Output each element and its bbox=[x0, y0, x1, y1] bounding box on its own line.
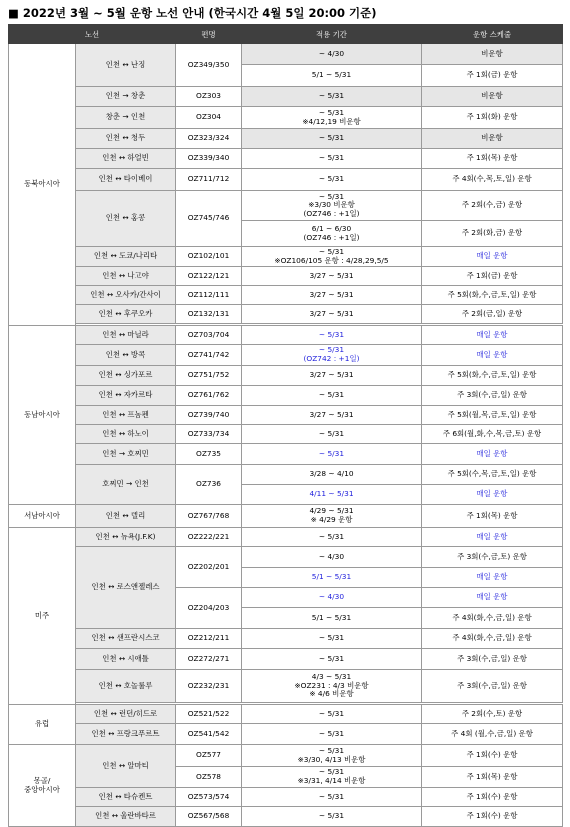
flight-cell: OZ132/131 bbox=[176, 305, 242, 324]
flight-cell: OZ304 bbox=[176, 107, 242, 129]
period-cell: ~ 5/31 (OZ742 : +1일) bbox=[242, 345, 422, 366]
route-cell: 인천 ↔ 싱가포르 bbox=[76, 366, 176, 386]
table-row bbox=[9, 149, 563, 169]
route-cell: 인천 ↔ 하얼빈 bbox=[76, 149, 176, 169]
table-row bbox=[9, 345, 563, 366]
flight-cell: OZ567/568 bbox=[176, 807, 242, 827]
schedule-cell: 주 1회(금) 운항 bbox=[422, 65, 563, 87]
route-cell: 인천 ↔ 델리 bbox=[76, 505, 176, 528]
schedule-cell: 비운항 bbox=[422, 44, 563, 65]
route-cell: 호찌민 → 인천 bbox=[76, 465, 176, 505]
route-cell: 인천 ↔ 나고야 bbox=[76, 267, 176, 286]
flight-cell: OZ272/271 bbox=[176, 649, 242, 670]
period-cell: ~ 5/31 bbox=[242, 807, 422, 827]
period-cell: ~ 5/31 bbox=[242, 788, 422, 807]
schedule-cell: 매일 운항 bbox=[422, 345, 563, 366]
period-cell: ~ 5/31 ※OZ106/105 운항 : 4/28,29,5/5 bbox=[242, 247, 422, 267]
table-row bbox=[9, 87, 563, 107]
schedule-cell: 주 3회(수,금,토) 운항 bbox=[422, 547, 563, 568]
schedule-cell: 주 5회(수,목,금,토,일) 운항 bbox=[422, 465, 563, 485]
table-row bbox=[9, 547, 563, 568]
schedule-cell: 주 4회(수,목,토,일) 운항 bbox=[422, 169, 563, 191]
period-cell: ~ 5/31 ※3/30, 4/13 비운항 bbox=[242, 745, 422, 767]
period-cell: ~ 5/31 bbox=[242, 425, 422, 444]
period-cell: 4/3 ~ 5/31 ※OZ231 : 4/3 비운항 ※ 4/6 비운항 bbox=[242, 670, 422, 703]
schedule-cell: 매일 운항 bbox=[422, 444, 563, 465]
period-cell: ~ 5/31 bbox=[242, 705, 422, 724]
schedule-cell: 주 1회(수) 운항 bbox=[422, 745, 563, 767]
schedule-cell: 주 4회(화,수,금,일) 운항 bbox=[422, 608, 563, 629]
table-row bbox=[9, 305, 563, 324]
flight-cell: OZ222/221 bbox=[176, 528, 242, 547]
schedule-cell: 매일 운항 bbox=[422, 588, 563, 608]
table-row bbox=[9, 406, 563, 425]
schedule-cell: 주 2회(화,금) 운항 bbox=[422, 221, 563, 247]
schedule-cell: 주 5회(화,수,금,토,일) 운항 bbox=[422, 286, 563, 305]
table-row bbox=[9, 44, 563, 65]
schedule-cell: 주 1회(목) 운항 bbox=[422, 767, 563, 788]
period-cell: ~ 5/31 bbox=[242, 444, 422, 465]
table-row bbox=[9, 129, 563, 149]
table-row bbox=[9, 528, 563, 547]
schedule-cell: 주 2회(수,금) 운항 bbox=[422, 191, 563, 221]
region-cell: 서남아시아 bbox=[9, 505, 76, 528]
table-row bbox=[9, 425, 563, 444]
period-cell: 4/29 ~ 5/31 ※ 4/29 운항 bbox=[242, 505, 422, 528]
period-cell: ~ 5/31 bbox=[242, 724, 422, 745]
period-cell: 5/1 ~ 5/31 bbox=[242, 65, 422, 87]
route-cell: 인천 ↔ 마닐라 bbox=[76, 326, 176, 345]
schedule-cell: 매일 운항 bbox=[422, 528, 563, 547]
header-route: 노선 bbox=[9, 25, 176, 44]
schedule-cell: 주 2회(금,일) 운항 bbox=[422, 305, 563, 324]
flight-cell: OZ741/742 bbox=[176, 345, 242, 366]
table-row bbox=[9, 649, 563, 670]
route-cell: 인천 ↔ 타이베이 bbox=[76, 169, 176, 191]
table-row bbox=[9, 724, 563, 745]
region-cell: 미주 bbox=[9, 528, 76, 705]
schedule-cell: 주 3회(수,금,일) 운항 bbox=[422, 649, 563, 670]
header-schedule: 운항 스케줄 bbox=[422, 25, 563, 44]
schedule-cell: 매일 운항 bbox=[422, 326, 563, 345]
schedule-cell: 비운항 bbox=[422, 129, 563, 149]
schedule-cell: 주 5회(화,수,금,토,일) 운항 bbox=[422, 366, 563, 386]
period-cell: ~ 5/31 bbox=[242, 528, 422, 547]
flight-cell: OZ521/522 bbox=[176, 705, 242, 724]
route-cell: 인천 ↔ 알마티 bbox=[76, 745, 176, 788]
table-row bbox=[9, 247, 563, 267]
schedule-cell: 주 1회(화) 운항 bbox=[422, 107, 563, 129]
region-cell: 유럽 bbox=[9, 705, 76, 745]
schedule-cell: 주 5회(월,목,금,토,일) 운항 bbox=[422, 406, 563, 425]
flight-cell: OZ102/101 bbox=[176, 247, 242, 267]
table-row bbox=[9, 326, 563, 345]
route-cell: 인천 ↔ 로스앤젤레스 bbox=[76, 547, 176, 629]
route-cell: 창춘 → 인천 bbox=[76, 107, 176, 129]
route-cell: 인천 ↔ 후쿠오카 bbox=[76, 305, 176, 324]
flight-cell: OZ232/231 bbox=[176, 670, 242, 703]
table-row bbox=[9, 267, 563, 286]
route-cell: 인천 ↔ 자카르타 bbox=[76, 386, 176, 406]
route-cell: 인천 ↔ 프랑크푸르트 bbox=[76, 724, 176, 745]
route-cell: 인천 ↔ 하노이 bbox=[76, 425, 176, 444]
header-period: 적용 기간 bbox=[242, 25, 422, 44]
table-row bbox=[9, 745, 563, 767]
schedule-cell: 매일 운항 bbox=[422, 247, 563, 267]
schedule-cell: 주 6회(월,화,수,목,금,토) 운항 bbox=[422, 425, 563, 444]
route-cell: 인천 → 창춘 bbox=[76, 87, 176, 107]
period-cell: 5/1 ~ 5/31 bbox=[242, 608, 422, 629]
period-cell: 3/27 ~ 5/31 bbox=[242, 305, 422, 324]
flight-cell: OZ339/340 bbox=[176, 149, 242, 169]
table-row bbox=[9, 107, 563, 129]
flight-cell: OZ112/111 bbox=[176, 286, 242, 305]
flight-cell: OZ735 bbox=[176, 444, 242, 465]
route-cell: 인천 ↔ 시애틀 bbox=[76, 649, 176, 670]
flight-cell: OZ733/734 bbox=[176, 425, 242, 444]
period-cell: ~ 5/31 bbox=[242, 87, 422, 107]
flight-cell: OZ761/762 bbox=[176, 386, 242, 406]
route-cell: 인천 ↔ 오사카/간사이 bbox=[76, 286, 176, 305]
schedule-cell: 매일 운항 bbox=[422, 485, 563, 505]
period-cell: ~ 5/31 bbox=[242, 169, 422, 191]
period-cell: ~ 5/31 bbox=[242, 326, 422, 345]
route-cell: 인천 ↔ 방콕 bbox=[76, 345, 176, 366]
route-cell: 인천 ↔ 런던/히드로 bbox=[76, 705, 176, 724]
flight-cell: OZ767/768 bbox=[176, 505, 242, 528]
flight-cell: OZ578 bbox=[176, 767, 242, 788]
route-schedule-table bbox=[8, 24, 563, 827]
region-cell: 몽골/ 중앙아시아 bbox=[9, 745, 76, 827]
route-cell: 인천 ↔ 호놀룰루 bbox=[76, 670, 176, 703]
period-cell: ~ 5/31 ※4/12,19 비운항 bbox=[242, 107, 422, 129]
region-cell: 동남아시아 bbox=[9, 326, 76, 505]
table-row bbox=[9, 465, 563, 485]
schedule-cell: 주 1회(수) 운항 bbox=[422, 788, 563, 807]
flight-cell: OZ573/574 bbox=[176, 788, 242, 807]
period-cell: ~ 5/31 ※3/30 비운항 (OZ746 : +1일) bbox=[242, 191, 422, 221]
table-row bbox=[9, 366, 563, 386]
period-cell: 3/28 ~ 4/10 bbox=[242, 465, 422, 485]
flight-cell: OZ745/746 bbox=[176, 191, 242, 247]
schedule-cell: 주 2회(수,토) 운항 bbox=[422, 705, 563, 724]
period-cell: ~ 5/31 bbox=[242, 386, 422, 406]
period-cell: 6/1 ~ 6/30 (OZ746 : +1일) bbox=[242, 221, 422, 247]
table-row bbox=[9, 505, 563, 528]
period-cell: ~ 4/30 bbox=[242, 44, 422, 65]
flight-cell: OZ349/350 bbox=[176, 44, 242, 87]
header-flight: 편명 bbox=[176, 25, 242, 44]
route-cell: 인천 ↔ 도쿄/나리타 bbox=[76, 247, 176, 267]
flight-cell: OZ212/211 bbox=[176, 629, 242, 649]
schedule-cell: 주 1회(수) 운항 bbox=[422, 807, 563, 827]
table-row bbox=[9, 386, 563, 406]
flight-cell: OZ204/203 bbox=[176, 588, 242, 629]
schedule-cell: 주 1회(목) 운항 bbox=[422, 149, 563, 169]
route-cell: 인천 ↔ 프놈펜 bbox=[76, 406, 176, 425]
period-cell: ~ 4/30 bbox=[242, 547, 422, 568]
flight-cell: OZ202/201 bbox=[176, 547, 242, 588]
period-cell: 5/1 ~ 5/31 bbox=[242, 568, 422, 588]
flight-cell: OZ303 bbox=[176, 87, 242, 107]
table-header-row bbox=[9, 25, 563, 44]
route-cell: 인천 ↔ 뉴욕(J.F.K) bbox=[76, 528, 176, 547]
table-row bbox=[9, 807, 563, 827]
route-cell: 인천 ↔ 청두 bbox=[76, 129, 176, 149]
period-cell: ~ 5/31 bbox=[242, 649, 422, 670]
period-cell: ~ 5/31 bbox=[242, 629, 422, 649]
route-cell: 인천 ↔ 샌프란시스코 bbox=[76, 629, 176, 649]
table-row bbox=[9, 788, 563, 807]
flight-cell: OZ703/704 bbox=[176, 326, 242, 345]
flight-cell: OZ751/752 bbox=[176, 366, 242, 386]
period-cell: ~ 5/31 bbox=[242, 149, 422, 169]
table-row bbox=[9, 629, 563, 649]
flight-cell: OZ323/324 bbox=[176, 129, 242, 149]
schedule-cell: 주 3회(수,금,일) 운항 bbox=[422, 670, 563, 703]
schedule-cell: 주 3회(수,금,일) 운항 bbox=[422, 386, 563, 406]
schedule-cell: 비운항 bbox=[422, 87, 563, 107]
schedule-cell: 주 1회(금) 운항 bbox=[422, 267, 563, 286]
period-cell: 3/27 ~ 5/31 bbox=[242, 286, 422, 305]
period-cell: 4/11 ~ 5/31 bbox=[242, 485, 422, 505]
table-row bbox=[9, 169, 563, 191]
table-row bbox=[9, 705, 563, 724]
table-row bbox=[9, 670, 563, 703]
period-cell: ~ 5/31 ※3/31, 4/14 비운항 bbox=[242, 767, 422, 788]
flight-cell: OZ711/712 bbox=[176, 169, 242, 191]
route-cell: 인천 → 호찌민 bbox=[76, 444, 176, 465]
flight-cell: OZ541/542 bbox=[176, 724, 242, 745]
schedule-cell: 주 1회(목) 운항 bbox=[422, 505, 563, 528]
page-title: ■ 2022년 3월 ~ 5월 운항 노선 안내 (한국시간 4월 5일 20:00 기준) bbox=[8, 6, 377, 20]
period-cell: 3/27 ~ 5/31 bbox=[242, 366, 422, 386]
table-row bbox=[9, 444, 563, 465]
flight-cell: OZ577 bbox=[176, 745, 242, 767]
route-cell: 인천 ↔ 울란바타르 bbox=[76, 807, 176, 827]
route-cell: 인천 ↔ 난징 bbox=[76, 44, 176, 87]
route-cell: 인천 ↔ 타슈켄트 bbox=[76, 788, 176, 807]
flight-cell: OZ122/121 bbox=[176, 267, 242, 286]
schedule-cell: 매일 운항 bbox=[422, 568, 563, 588]
schedule-cell: 주 4회 (월,수,금,일) 운항 bbox=[422, 724, 563, 745]
period-cell: ~ 5/31 bbox=[242, 129, 422, 149]
period-cell: 3/27 ~ 5/31 bbox=[242, 406, 422, 425]
region-cell: 동북아시아 bbox=[9, 44, 76, 326]
flight-cell: OZ736 bbox=[176, 465, 242, 505]
table-row bbox=[9, 191, 563, 221]
flight-cell: OZ739/740 bbox=[176, 406, 242, 425]
route-cell: 인천 ↔ 홍콩 bbox=[76, 191, 176, 247]
schedule-cell: 주 4회(화,수,금,일) 운항 bbox=[422, 629, 563, 649]
table-row bbox=[9, 286, 563, 305]
period-cell: ~ 4/30 bbox=[242, 588, 422, 608]
period-cell: 3/27 ~ 5/31 bbox=[242, 267, 422, 286]
